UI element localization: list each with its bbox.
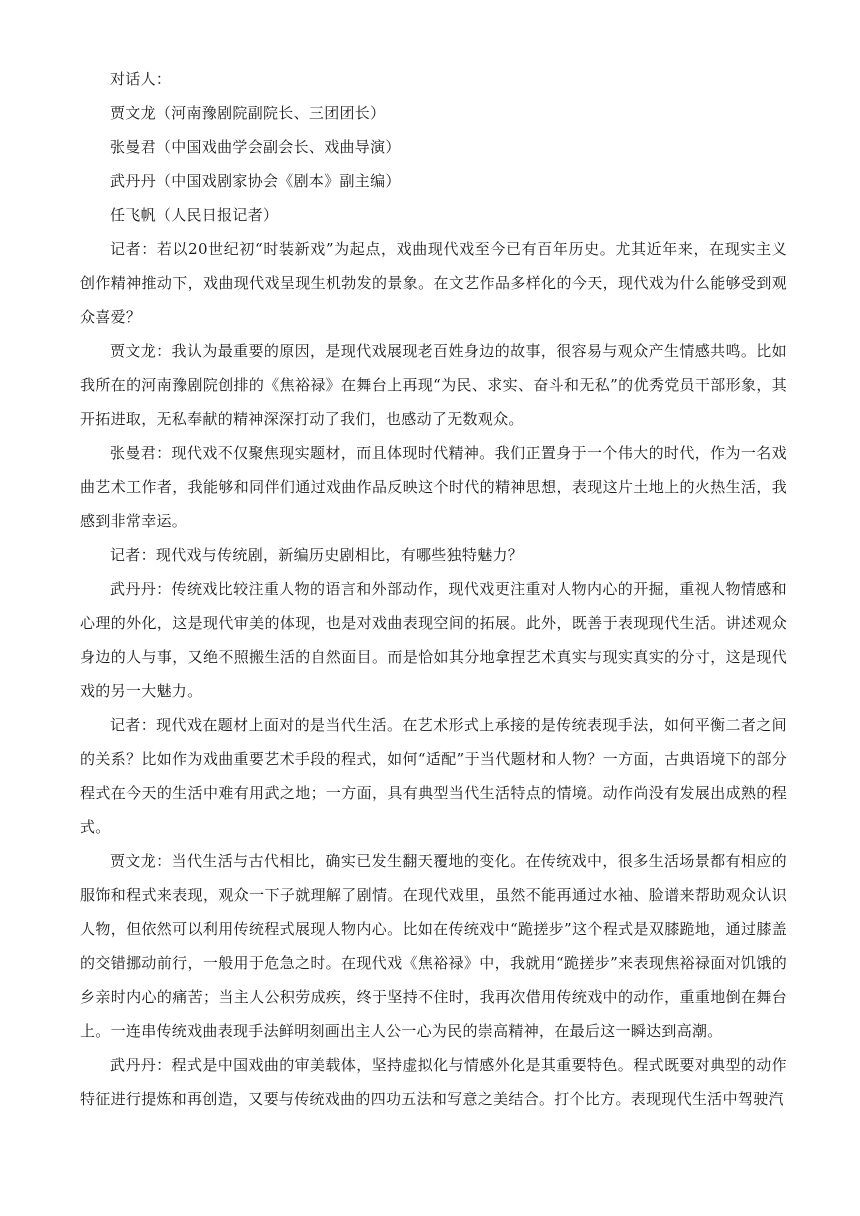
participant-zhang-manjun: 张曼君（中国戏曲学会副会长、戏曲导演） — [110, 138, 401, 156]
participant-jia-wenlong: 贾文龙（河南豫剧院副院长、三团团长） — [110, 104, 386, 122]
dialogue-paragraph-reporter-q3: 记者：现代戏在题材上面对的是当代生活。在艺术形式上承接的是传统表现手法，如何平衡二者之间的关系？比如作为戏曲重要艺术手段的程式，如何“适配”于当代题材和人物？一方面，古典语境下的部分程式在今天的生活中难有用武之地；一方面，具有典型当代生活特点的情境。动作尚没有发展出成熟的程式。 — [80, 716, 787, 836]
participants-heading: 对话人： — [110, 70, 172, 88]
dialogue-paragraph-jia-a3: 贾文龙：当代生活与古代相比，确实已发生翻天覆地的变化。在传统戏中，很多生活场景都有相应的服饰和程式来表现，观众一下子就理解了剧情。在现代戏里，虽然不能再通过水袖、脸谱来帮助观众认识人物，但依然可以利用传统程式展现人物内心。比如在传统戏中“跪搓步”这个程式是双膝跪地，通过膝盖的交错挪动前行，一般用于危急之时。在现代戏《焦裕禄》中，我就用“跪搓步”来表现焦裕禄面对饥饿的乡亲时内心的痛苦；当主人公积劳成疾，终于坚持不住时，我再次借用传统戏中的动作，重重地倒在舞台上。一连串传统戏曲表现手法鲜明刻画出主人公一心为民的崇高精神，在最后这一瞬达到高潮。 — [80, 852, 787, 1040]
dialogue-paragraph-wu-a3: 武丹丹：程式是中国戏曲的审美载体，坚持虚拟化与情感外化是其重要特色。程式既要对典型的动作特征进行提炼和再创造，又要与传统戏曲的四功五法和写意之美结合。打个比方。表现现代生活中驾驶汽 — [80, 1056, 787, 1108]
document-page — [80, 62, 787, 1116]
dialogue-paragraph-wu-a2: 武丹丹：传统戏比较注重人物的语言和外部动作，现代戏更注重对人物内心的开掘，重视人物情感和心理的外化，这是现代审美的体现，也是对戏曲表现空间的拓展。此外，既善于表现现代生活。讲述观众身边的人与事，又绝不照搬生活的自然面目。而是恰如其分地拿捏艺术真实与现实真实的分寸，这是现代戏的另一大魅力。 — [80, 580, 787, 700]
dialogue-paragraph-zhang-a1: 张曼君：现代戏不仅聚焦现实题材，而且体现时代精神。我们正置身于一个伟大的时代，作为一名戏曲艺术工作者，我能够和同伴们通过戏曲作品反映这个时代的精神思想，表现这片土地上的火热生活，我感到非常幸运。 — [80, 444, 787, 530]
participant-wu-dandan: 武丹丹（中国戏剧家协会《剧本》副主编） — [110, 172, 401, 190]
dialogue-paragraph-reporter-q2: 记者：现代戏与传统剧，新编历史剧相比，有哪些独特魅力？ — [110, 546, 524, 564]
participant-ren-feifan: 任飞帆（人民日报记者） — [110, 206, 279, 224]
dialogue-paragraph-jia-a1: 贾文龙：我认为最重要的原因，是现代戏展现老百姓身边的故事，很容易与观众产生情感共鸣。比如我所在的河南豫剧院创排的《焦裕禄》在舞台上再现“为民、求实、奋斗和无私”的优秀党员干部形象，其开拓进取，无私奉献的精神深深打动了我们，也感动了无数观众。 — [80, 342, 787, 428]
dialogue-paragraph-reporter-q1: 记者：若以20世纪初“时装新戏”为起点，戏曲现代戏至今已有百年历史。尤其近年来，在现实主义创作精神推动下，戏曲现代戏呈现生机勃发的景象。在文艺作品多样化的今天，现代戏为什么能够受到观众喜爱？ — [80, 240, 787, 326]
